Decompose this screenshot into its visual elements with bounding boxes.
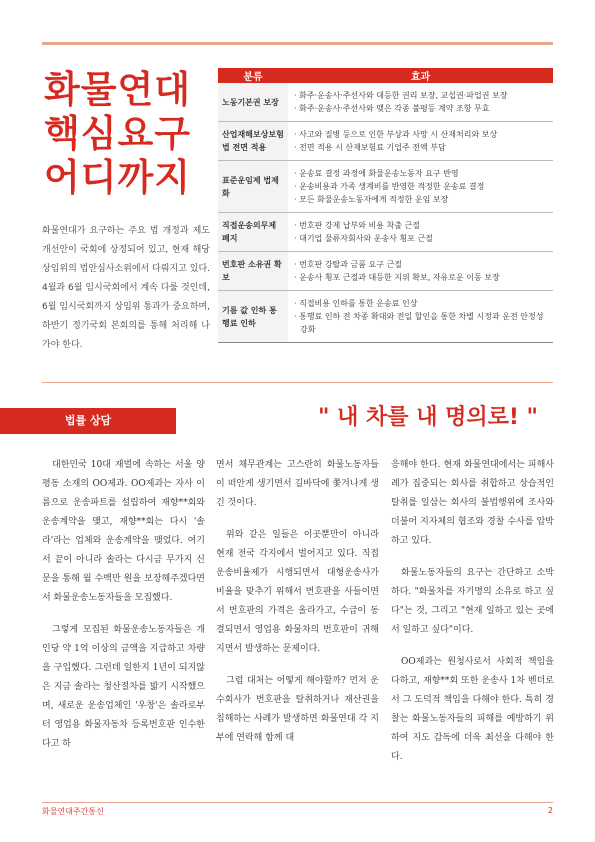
table-row: [218, 122, 553, 161]
table-cell-effects: [288, 291, 553, 343]
table-cell-category: 번호판 소유권 확보: [218, 252, 288, 291]
table-cell-category: 기름 값 인하 통행료 인하: [218, 291, 288, 343]
table-cell-category: 직접운송의무제 폐지: [218, 213, 288, 252]
article-paragraph: 대한민국 10대 재벌에 속하는 서울 양평동 소재의 OO제과. OO제과는 자사 이름으로 운송파트를 설립하여 재향**회와 운송계약을 맺고, 재향**회는 다시 '솔라'라는 업체와 운송계약을 맺었다. 여기서 끝이 아니라 솔라는 다시금 무가지 신문을 통해 월 수백만 원을 보장해주겠다면서 화물운송노동자들을 모집했다.: [42, 460, 205, 603]
table-row: [218, 83, 553, 122]
table-cell-effects: [288, 252, 553, 291]
page-number: 2: [547, 806, 553, 815]
table-row: [218, 252, 553, 291]
effect-item: · 운송사 횡포 근절과 대등한 지위 확보, 자유로운 이동 보장: [294, 273, 500, 282]
table-cell-effects: [288, 161, 553, 213]
footer-rule: [42, 802, 553, 803]
table-cell-category: 노동기본권 보장: [218, 83, 288, 122]
effect-item: · 운송료 결정 과정에 화물운송노동자 요구 반영: [294, 169, 459, 178]
effect-item: · 사고와 질병 등으로 인한 부상과 사망 시 산재처리와 보상: [294, 130, 498, 139]
article-paragraph: 그럼 대처는 어떻게 해야할까? 먼저 운수회사가 번호판을 탈취하거나 재산권을 침해하는 사례가 발생하면 화물연대 각 지부에 연락해 함께 대: [216, 676, 379, 743]
table-cell-effects: [288, 122, 553, 161]
title-line: 화물연대: [44, 68, 191, 111]
effect-item: · 번호판 강제 납부와 비용 착출 근절: [294, 221, 420, 230]
article-column-2: [216, 456, 379, 761]
effect-item: · 화주·운송사·주선사와 대등한 권리 보장, 교섭권·파업권 보장: [294, 91, 508, 100]
title-line: 핵심요구: [44, 112, 191, 155]
effect-item: · 전면 적용 시 산재보험료 기업주 전액 부담: [294, 143, 446, 152]
top-rule: [42, 42, 553, 45]
table-cell-effects: [288, 83, 553, 122]
table-header-row: [218, 68, 553, 83]
article-paragraph: 위와 같은 일들은 이곳뿐만이 아니라 현재 전국 각지에서 벌어지고 있다. 직접운송비율제가 시행되면서 대형운송사가 비율을 맞추기 위해서 번호판을 사들이면서 번호판의 가격은 올라가고, 수급이 동결되면서 영업용 화물차의 번호판이 귀해지면서 발생하는 문제이다.: [216, 530, 379, 654]
effect-item: · 직접비용 인하를 통한 운송료 인상: [294, 299, 418, 308]
section-banner: 법률 상담: [0, 408, 176, 434]
table-row: [218, 291, 553, 343]
article-paragraph: 화물노동자들의 요구는 간단하고 소박하다. "화물차를 자기명의 소유로 하고 싶다"는 것, 그리고 "현재 일하고 있는 곳에서 일하고 싶다"이다.: [391, 568, 554, 635]
table-header-effect: 효과: [288, 68, 553, 83]
article-paragraph: 그렇게 모집된 화물운송노동자들은 개인당 약 1억 이상의 금액을 지급하고 차량을 구입했다. 그런데 일한지 1년이 되지않은 지금 솔라는 청산절차를 밟기 시작했으며, 새로운 운송업체인 '우창'은 솔라로부터 영업용 화물자동차 등록번호판 인수한다고 하: [42, 625, 205, 749]
article-paragraph: OO제과는 원청사로서 사회적 책임을 다하고, 재향**회 또한 운송사 1차 벤더로서 그 도덕적 책임을 다해야 한다. 특히 경찰는 화물노동자들의 피해를 예방하기 위하여 지도 감독에 더욱 최선을 다해야 한다.: [391, 657, 554, 762]
page-title: [44, 68, 214, 200]
effect-item: · 운송비용과 가족 생계비를 반영한 적정한 운송료 결정: [294, 182, 485, 191]
article-column-3: [391, 456, 554, 780]
section-divider: [42, 382, 553, 383]
article-column-1: [42, 456, 205, 767]
title-line: 어디까지: [44, 156, 191, 199]
effect-item: · 대기업 물류자회사와 운송사 횡포 근절: [294, 234, 433, 243]
table-cell-effects: [288, 213, 553, 252]
table-cell-category: 표준운임제 법제화: [218, 161, 288, 213]
article-headline: " 내 차를 내 명의로! ": [318, 405, 539, 430]
effect-item: · 화주·운송사·주선사와 맺은 각종 불평등 계약 조항 무효: [294, 104, 490, 113]
table-row: [218, 161, 553, 213]
intro-paragraph: 화물연대가 요구하는 주요 법 개정과 제도개선안이 국회에 상정되어 있고, 현재 해당 상임위의 법안심사소위에서 다뤄지고 있다. 4월과 6월 임시국회에서 계속 다룰 것인데, 6월 임시국회까지 상임위 통과가 중요하며, 하반기 정기국회 본회의를 통해 처리해 나가야 한다.: [42, 226, 210, 350]
demands-table: [218, 68, 553, 343]
article-paragraph: 면서 채무관계는 고스란히 화물노동자들이 떠안게 생기면서 길바닥에 쫓겨나게 생긴 것이다.: [216, 460, 379, 508]
effect-item: · 번호판 강탈과 금품 요구 근절: [294, 260, 402, 269]
publication-name: 화물연대주간통신: [42, 807, 104, 816]
effect-item: · 모든 화물운송노동자에게 적정한 운임 보장: [294, 195, 449, 204]
table-cell-category: 산업재해보상보험법 전면 적용: [218, 122, 288, 161]
effect-item: · 통행료 인하 전 차종 확대와 전일 할인을 통한 차별 시정과 운전 안정성 강화: [294, 312, 544, 334]
table-header-category: 분류: [218, 68, 288, 83]
table-row: [218, 213, 553, 252]
article-paragraph: 응해야 한다. 현재 화물연대에서는 피해사례가 집중되는 회사를 취합하고 상습적인 탈취를 일삼는 회사의 불법행위에 조사와 더불어 지자체의 협조와 경찰 수사를 압박하고 있다.: [391, 460, 554, 546]
